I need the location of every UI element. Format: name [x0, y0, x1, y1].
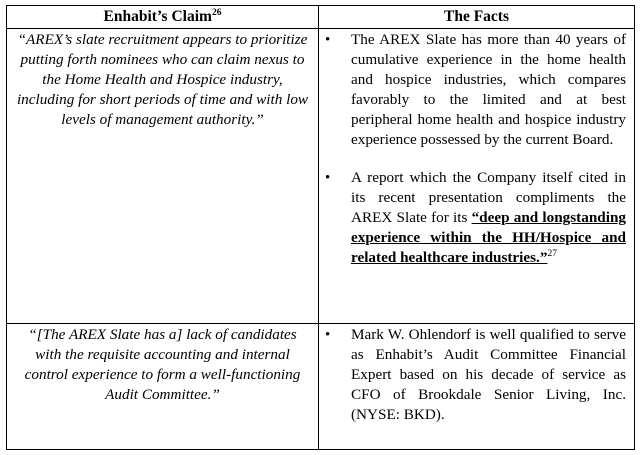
claims-vs-facts-table [6, 5, 635, 450]
table-row [7, 29, 635, 324]
claim-column-header [7, 6, 319, 29]
fact-item: • The AREX Slate has more than 40 years of cumulative experience in the home health and hospice industries, which compares favorably to the limited and at best peripheral home health and hospice industry experience possessed by the current Board. [319, 30, 626, 150]
fact-item [319, 168, 626, 268]
fact-quote-emphasis: “deep and longstanding experience within the HH/Hospice and related healthcare industries.” [351, 209, 626, 266]
claim-quote: “[The AREX Slate has a] lack of candidates with the requisite accounting and internal control experience to form a well-functioning Audit Committee.” [24, 326, 301, 403]
facts-list [319, 29, 634, 274]
footnote-marker: 27 [547, 248, 557, 259]
claim-cell [7, 324, 319, 450]
footnote-marker: 26 [211, 7, 222, 18]
fact-text: A report which the Company itself cited in its recent presentation compliments the AREX Slate for its [351, 169, 626, 226]
claim-quote: “AREX’s slate recruitment appears to prioritize putting forth nominees who can claim nexus to the Home Health and Hospice industry, including for short periods of time and with low levels of management authority.” [16, 31, 309, 128]
facts-list [319, 324, 634, 431]
claim-header-label: Enhabit’s Claim [103, 8, 212, 25]
header-row [7, 6, 635, 29]
claim-cell [7, 29, 319, 324]
fact-item: • Mark W. Ohlendorf is well qualified to serve as Enhabit’s Audit Committee Financial Expert based on his decade of service as CFO of Brookdale Senior Living, Inc. (NYSE: BKD). [319, 325, 626, 425]
facts-cell [319, 324, 635, 450]
table-row [7, 324, 635, 450]
facts-column-header [319, 6, 635, 29]
facts-cell [319, 29, 635, 324]
facts-header-label: The Facts [443, 8, 509, 25]
